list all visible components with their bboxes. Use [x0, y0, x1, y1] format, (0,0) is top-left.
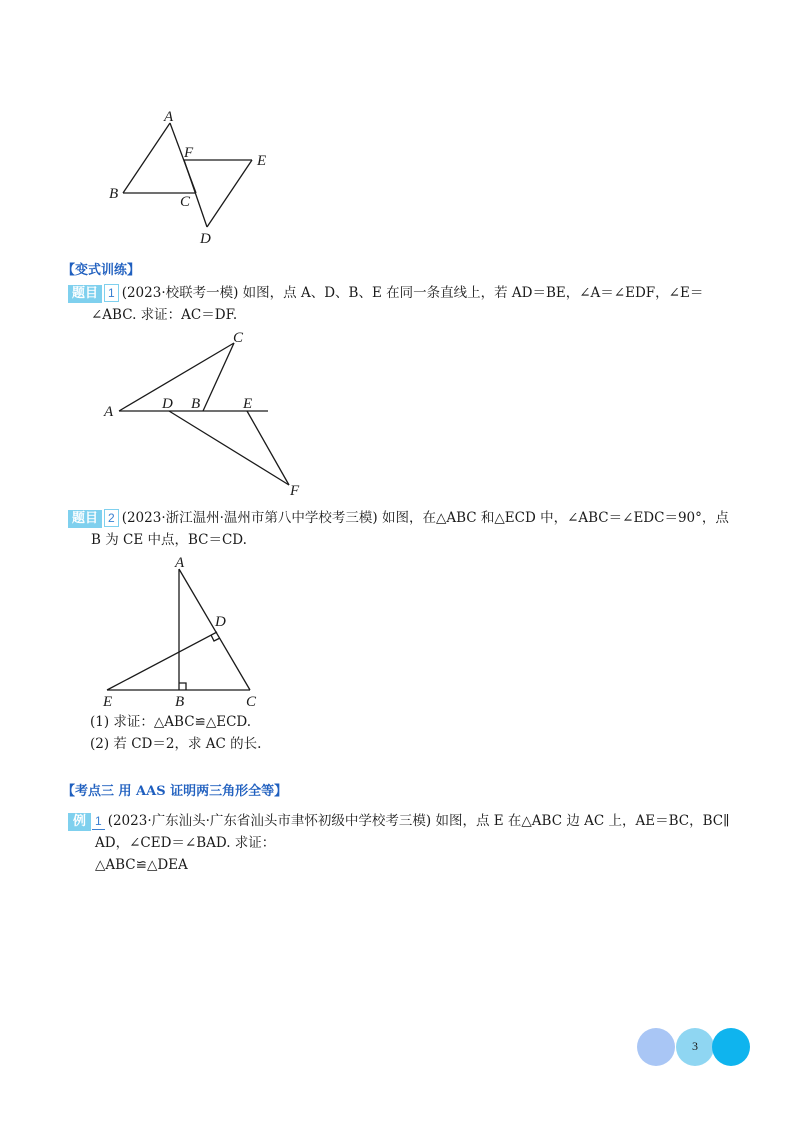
problem-1-label-a: A [104, 404, 114, 420]
footer-circle-right [712, 1028, 750, 1066]
problem-1-number: 1 [104, 284, 119, 302]
example-1-badge: 例 [68, 813, 91, 831]
problem-2-label-d: D [215, 614, 226, 630]
problem-1-label-d: D [162, 396, 173, 412]
problem-2-text-1: (2023·浙江温州·温州市第八中学校考三模) 如图，在△ABC 和△ECD 中，∠ABC＝∠EDC＝90°，点 [121, 510, 729, 526]
problem-2-badge: 题目 [68, 510, 102, 528]
problem-1-line-1 [68, 282, 703, 304]
example-1-line-1 [68, 810, 729, 832]
problem-2-diagram [95, 552, 265, 712]
problem-1-label-c: C [233, 330, 244, 346]
figure-1-label-f: F [184, 145, 194, 161]
example-1-number: 1 [92, 813, 105, 830]
practice-header: 【变式训练】 [62, 263, 141, 278]
figure-1-label-b: B [109, 186, 119, 202]
figure-1-diagram [100, 100, 290, 250]
problem-1-label-e: E [243, 396, 253, 412]
section-3-header: 【考点三 用 AAS 证明两三角形全等】 [62, 784, 288, 799]
problem-2-number: 2 [104, 509, 119, 527]
figure-1-label-c: C [180, 194, 191, 210]
problem-1-text-1: (2023·校联考一模) 如图，点 A、D、B、E 在同一条直线上，若 AD＝BE，∠A＝∠EDF，∠E＝ [121, 285, 704, 301]
problem-2-label-a: A [175, 555, 185, 571]
problem-2-line-2: B 为 CE 中点，BC＝CD. [91, 532, 247, 548]
problem-1-badge: 题目 [68, 285, 102, 303]
figure-1-label-e: E [257, 153, 267, 169]
problem-1-label-f: F [290, 483, 300, 499]
problem-2-question-2: (2) 若 CD＝2，求 AC 的长. [90, 736, 262, 752]
example-1-line-2: AD，∠CED＝∠BAD. 求证： [95, 835, 276, 851]
example-1-line-3: △ABC≌△DEA [95, 857, 188, 873]
figure-1-label-d: D [200, 231, 211, 247]
page-number: 3 [692, 1039, 698, 1053]
problem-1-label-b: B [191, 396, 201, 412]
example-1-text-1: (2023·广东汕头·广东省汕头市聿怀初级中学校考三模) 如图，点 E 在△ABC 边 AC 上，AE＝BC，BC∥ [107, 813, 730, 829]
problem-1-diagram [100, 325, 320, 500]
problem-2-label-b: B [175, 694, 185, 710]
footer-circle-left [637, 1028, 675, 1066]
figure-1-label-a: A [164, 109, 174, 125]
problem-2-label-e: E [103, 694, 113, 710]
problem-2-line-1 [68, 507, 729, 529]
problem-1-line-2: ∠ABC. 求证：AC＝DF. [91, 307, 238, 323]
problem-2-question-1: (1) 求证：△ABC≌△ECD. [90, 714, 252, 730]
problem-2-label-c: C [246, 694, 257, 710]
